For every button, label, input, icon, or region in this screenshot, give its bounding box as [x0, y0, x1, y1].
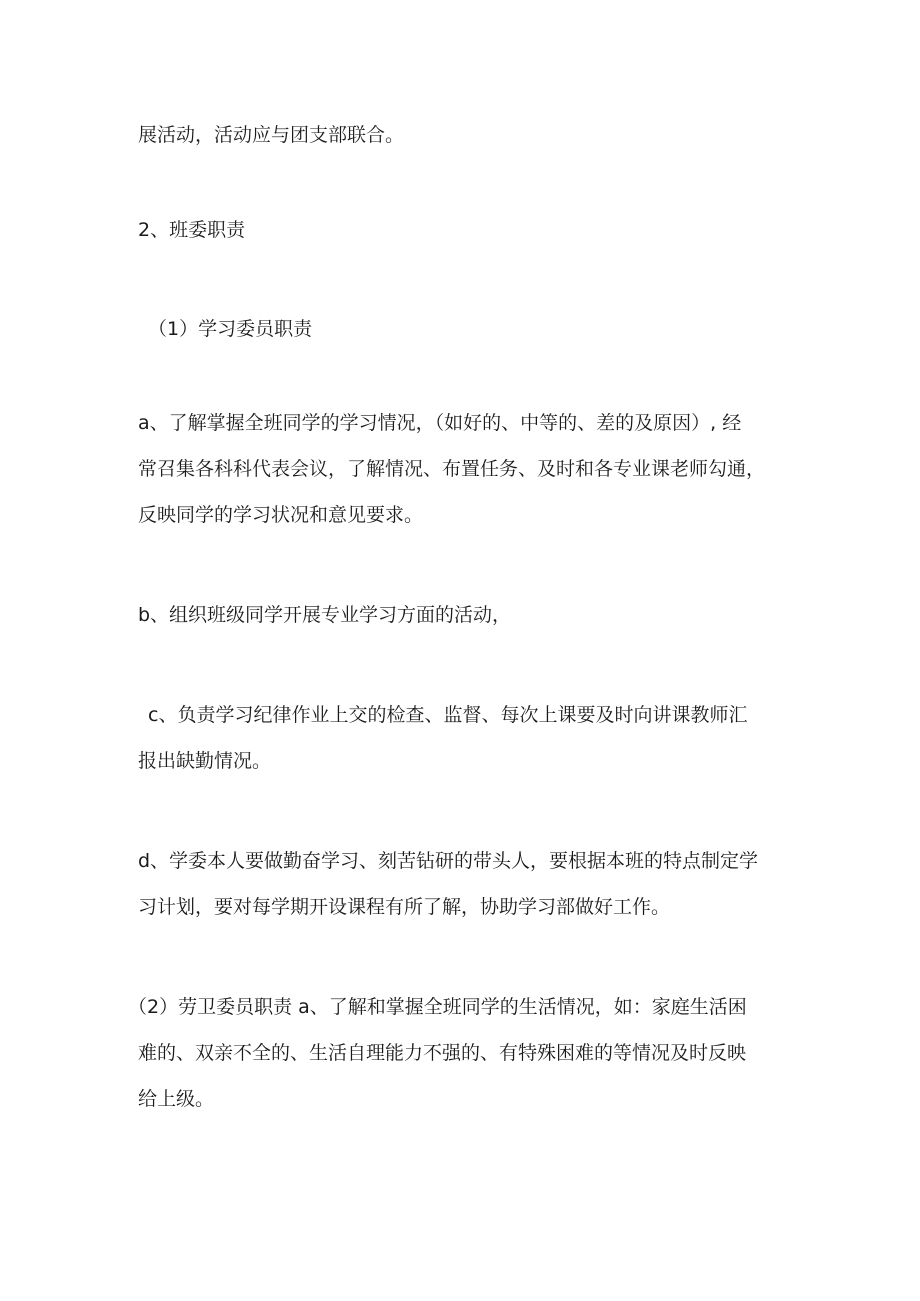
paragraph-item-a [138, 400, 920, 538]
paragraph-item-b [138, 592, 920, 638]
text-line: 给上级。 [138, 1088, 215, 1110]
paragraph-item-d [138, 838, 920, 930]
text-line: 报出缺勤情况。 [138, 750, 272, 772]
text-line: 展活动，活动应与团支部联合。 [138, 124, 405, 146]
text-line: 常召集各科科代表会议，了解情况、布置任务、及时和各专业课老师勾通， [138, 458, 766, 480]
text-line: d、学委本人要做勤奋学习、刻苦钻研的带头人，要根据本班的特点制定学 [138, 850, 759, 872]
text-line: （2）劳卫委员职责 a、了解和掌握全班同学的生活情况，如：家庭生活困 [128, 996, 747, 1018]
text-line: 习计划，要对每学期开设课程有所了解，协助学习部做好工作。 [138, 896, 671, 918]
text-line: （1）学习委员职责 [148, 318, 313, 340]
text-line: 反映同学的学习状况和意见要求。 [138, 504, 424, 526]
text-line: c、负责学习纪律作业上交的检查、监督、每次上课要及时向讲课教师汇 [148, 704, 748, 726]
section-heading-2 [138, 207, 920, 253]
text-line: b、组织班级同学开展专业学习方面的活动， [138, 604, 512, 626]
text-line: 难的、双亲不全的、生活自理能力不强的、有特殊困难的等情况及时反映 [138, 1042, 747, 1064]
text-line: 2、班委职责 [138, 219, 246, 241]
subsection-heading-study-committee [148, 306, 920, 352]
subsection-heading-labor-committee [128, 984, 920, 1122]
paragraph-continuation [138, 112, 920, 158]
paragraph-item-c [138, 692, 920, 784]
text-line: a、了解掌握全班同学的学习情况，（如好的、中等的、差的及原因）, 经 [138, 412, 742, 434]
